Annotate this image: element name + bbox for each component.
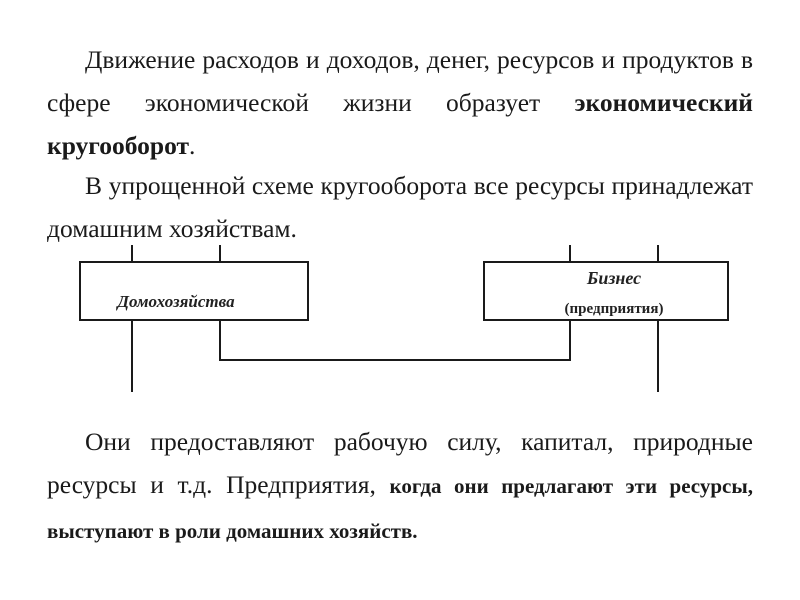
business-sublabel: (предприятия) <box>564 301 664 317</box>
paragraph2-text: В упрощенной схеме кругооборота все ресурсы принадлежат домашним хозяйствам. <box>47 171 753 243</box>
paragraph-resources-explanation <box>47 420 753 553</box>
business-label: Бизнес <box>586 268 642 288</box>
paragraph3-text: Они предоставляют рабочую силу, капитал, природные ресурсы и т.д. Предприятия, <box>47 427 753 499</box>
paragraph1-text: Движение расходов и доходов, денег, ресурсов и продуктов в сфере экономической жизни образует <box>47 45 753 117</box>
flow-connector-bottom <box>220 320 570 360</box>
paragraph3-bold: когда они предлагают эти ресурсы, выступают в роли домашних хозяйств. <box>47 474 753 543</box>
households-label: Домохозяйства <box>117 292 235 311</box>
paragraph1-end: . <box>189 131 196 160</box>
households-box <box>80 262 308 320</box>
term-circular-flow: экономический кругооборот <box>47 88 753 160</box>
